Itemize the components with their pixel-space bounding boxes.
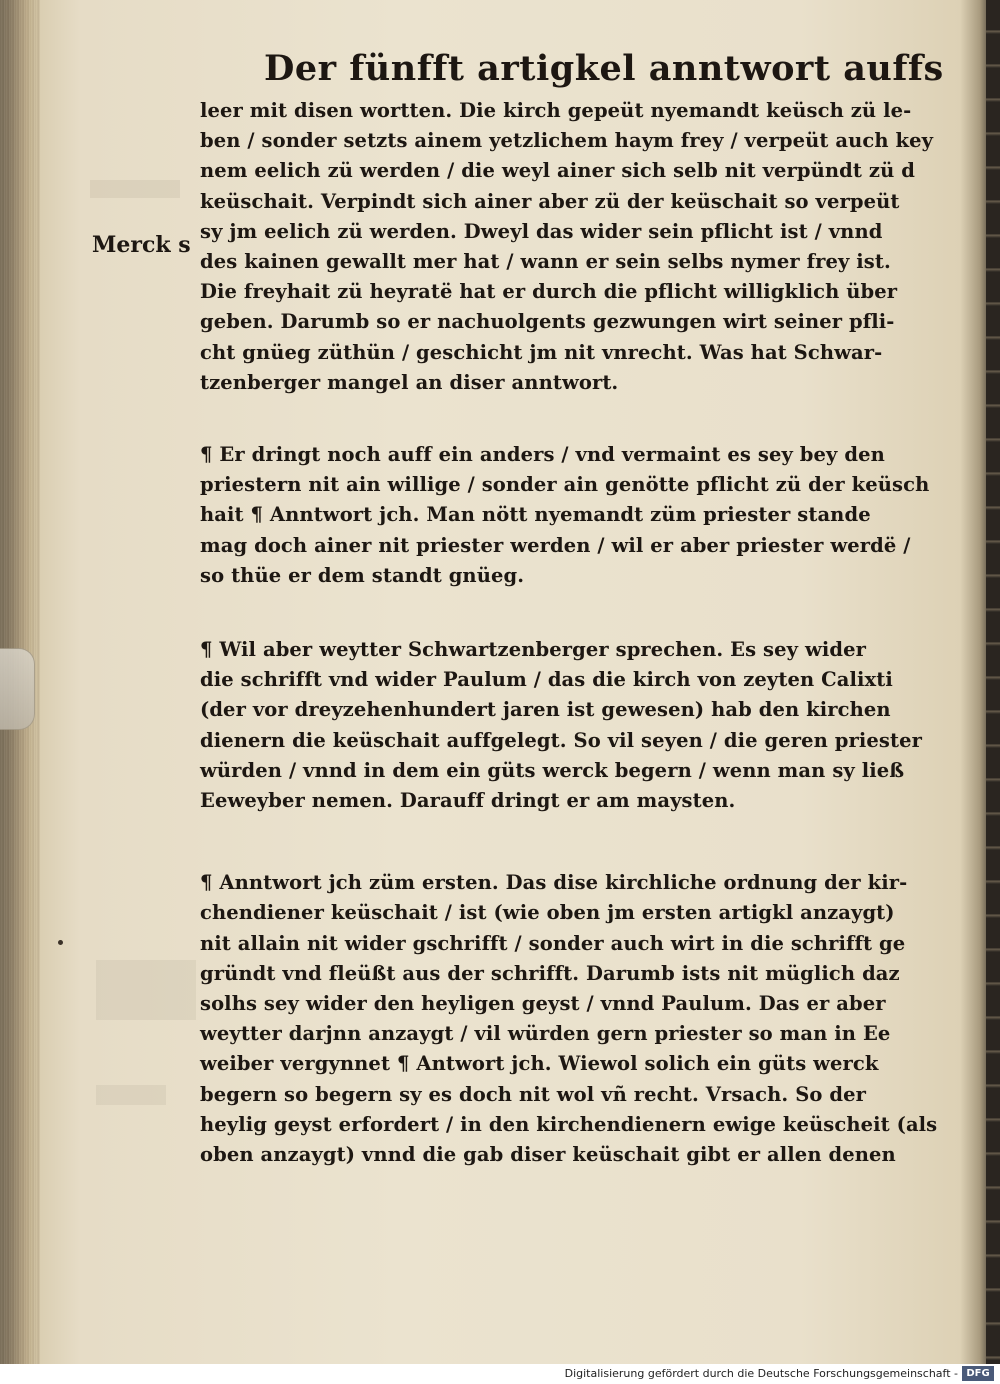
text-line: würden / vnnd in dem ein güts werck begern / wenn man sy ließ: [200, 758, 905, 782]
text-line: die schrifft vnd wider Paulum / das die kirch von zeyten Calixti: [200, 668, 893, 692]
text-line: cht gnüeg züthün / geschicht jm nit vnrecht. Was hat Schwar-: [200, 340, 883, 364]
text-line: so thüe er dem standt gnüeg.: [200, 563, 525, 587]
text-line: ¶ Anntwort jch züm ersten. Das dise kirchliche ordnung der kir-: [200, 871, 908, 895]
show-through: [90, 180, 180, 198]
paragraph: [200, 96, 934, 398]
text-line: mag doch ainer nit priester werden / wil er aber priester werdë /: [200, 533, 911, 557]
text-line: priestern nit ain willige / sonder ain genötte pflicht zü der keüsch: [200, 473, 930, 497]
text-line: oben anzaygt) vnnd die gab diser keüschait gibt er allen denen: [200, 1143, 896, 1167]
text-line: solhs sey wider den heyligen geyst / vnnd Paulum. Das er aber: [200, 992, 886, 1016]
text-block: [200, 46, 944, 1170]
text-line: tzenberger mangel an diser anntwort.: [200, 370, 619, 394]
text-line: weiber vergynnet ¶ Antwort jch. Wiewol solich ein güts werck: [200, 1052, 879, 1076]
text-line: ¶ Er dringt noch auff ein anders / vnd vermaint es sey bey den: [200, 443, 885, 467]
facing-page-edge: [986, 0, 1000, 1364]
page-heading: Der fünfft artigkel anntwort auffs: [264, 48, 944, 89]
text-line: weytter darjnn anzaygt / vil würden gern priester so man in Ee: [200, 1022, 891, 1046]
paragraph-gap: [200, 816, 920, 868]
text-line: chendiener keüschait / ist (wie oben jm ersten artigkl anzaygt): [200, 901, 895, 925]
digitization-footer: [0, 1364, 1000, 1384]
text-line: ¶ Wil aber weytter Schwartzenberger sprechen. Es sey wider: [200, 638, 866, 662]
text-line: begern so begern sy es doch nit wol vñ recht. Vrsach. So der: [200, 1082, 866, 1106]
text-line: des kainen gewallt mer hat / wann er sein selbs nymer frey ist.: [200, 250, 891, 274]
margin-note: Merck s: [92, 232, 191, 258]
text-line: heylig geyst erfordert / in den kirchendienern ewige keüscheit (als: [200, 1112, 938, 1136]
paragraph: [200, 440, 930, 591]
show-through: [96, 960, 196, 1020]
text-line: Die freyhait zü heyratë hat er durch die pflicht willigklich über: [200, 280, 898, 304]
clip-tab: [0, 648, 35, 730]
text-line: ben / sonder setzts ainem yetzlichem haym frey / verpeüt auch key: [200, 129, 934, 153]
text-line: (der vor dreyzehenhundert jaren ist gewesen) hab den kirchen: [200, 698, 891, 722]
text-line: hait ¶ Anntwort jch. Man nött nyemandt züm priester stande: [200, 503, 871, 527]
ink-dot: [58, 940, 63, 945]
paragraph-gap: [200, 591, 920, 635]
text-line: leer mit disen wortten. Die kirch gepeüt nyemandt keüsch zü le-: [200, 99, 912, 122]
text-line: geben. Darumb so er nachuolgents gezwungen wirt seiner pfli-: [200, 310, 895, 334]
text-line: keüschait. Verpindt sich ainer aber zü der keüschait so verpeüt: [200, 189, 900, 213]
funding-credit: Digitalisierung gefördert durch die Deutsche Forschungsgemeinschaft -: [564, 1367, 958, 1380]
text-line: dienern die keüschait auffgelegt. So vil seyen / die geren priester: [200, 728, 922, 752]
text-line: Eeweyber nemen. Darauff dringt er am maysten.: [200, 789, 736, 813]
dfg-logo: DFG: [962, 1366, 994, 1381]
text-line: nit allain nit wider gschrifft / sonder auch wirt in die schrifft ge: [200, 931, 906, 955]
text-line: nem eelich zü werden / die weyl ainer sich selb nit verpündt zü d: [200, 159, 915, 183]
paragraph-gap: [200, 398, 920, 440]
show-through: [96, 1085, 166, 1105]
paragraph: [200, 635, 920, 816]
text-line: sy jm eelich zü werden. Dweyl das wider sein pflicht ist / vnnd: [200, 219, 883, 243]
text-line: gründt vnd fleüßt aus der schrifft. Darumb ists nit müglich daz: [200, 961, 900, 985]
paragraph: [200, 868, 938, 1170]
